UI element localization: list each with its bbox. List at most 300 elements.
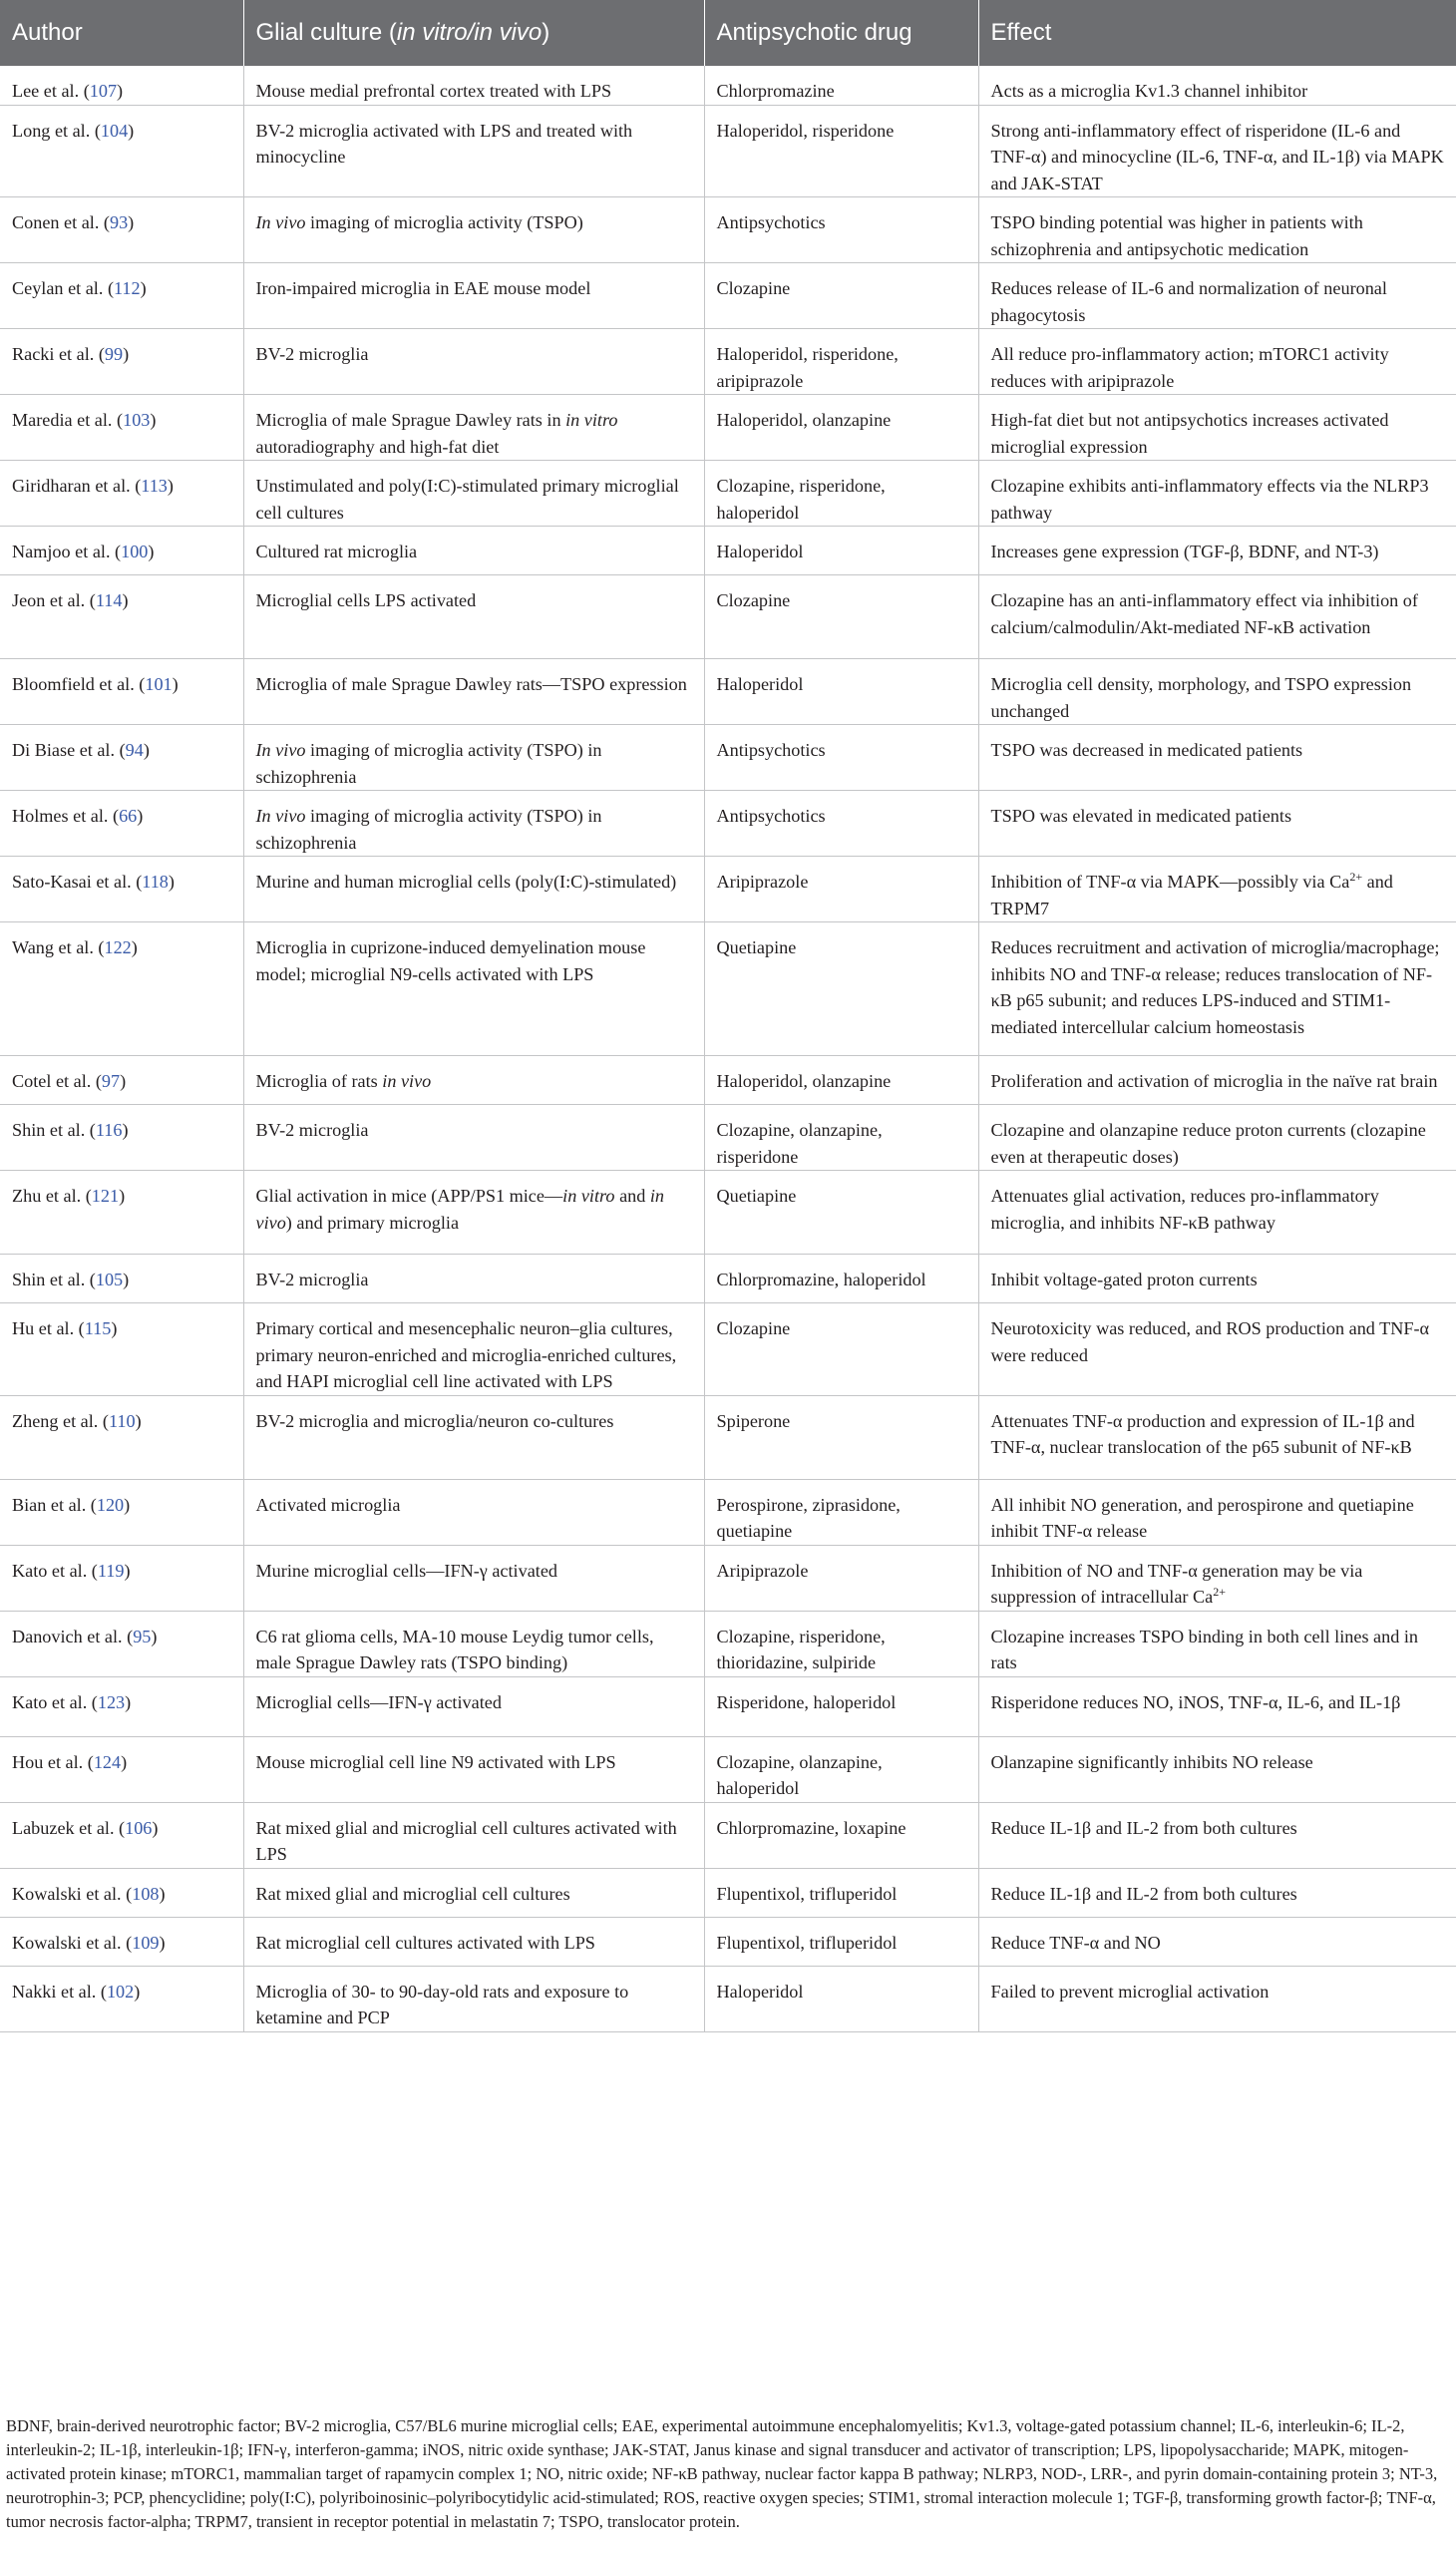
cell-antipsychotic-drug: Haloperidol, olanzapine [704, 1056, 978, 1105]
glial-text-italic: in vivo [382, 1071, 432, 1091]
author-close-paren: ) [117, 81, 124, 101]
effect-text: Clozapine and olanzapine reduce proton currents (clozapine even at therapeutic doses) [990, 1120, 1426, 1167]
glial-text: Rat microglial cell cultures activated with LPS [255, 1932, 595, 1953]
author-close-paren: ) [151, 1626, 158, 1646]
cell-antipsychotic-drug: Haloperidol, risperidone, aripiprazole [704, 329, 978, 395]
cell-effect [978, 1676, 1456, 1736]
glial-text: Murine microglial cells—IFN-γ activated [255, 1560, 557, 1581]
table-row [0, 1395, 1456, 1479]
author-name: Cotel et al. ( [12, 1071, 102, 1091]
cell-author [0, 725, 243, 791]
cell-glial-culture [243, 1171, 704, 1255]
author-name: Shin et al. ( [12, 1270, 96, 1289]
author-close-paren: ) [131, 937, 138, 957]
cell-author [0, 527, 243, 575]
table-row [0, 329, 1456, 395]
cell-antipsychotic-drug: Risperidone, haloperidol [704, 1676, 978, 1736]
cell-antipsychotic-drug: Antipsychotics [704, 197, 978, 263]
table-footnote: BDNF, brain-derived neurotrophic factor; BV-2 microglia, C57/BL6 murine microglial cells; EAE, experimental autoimmune encephalomyelitis; Kv1.3, voltage-gated potassium channel; IL-6, interleukin-6; IL-2, interleukin-2; IL-1β, interleukin-1β; IFN-γ, interferon-gamma; iNOS, nitric oxide synthase; JAK-STAT, Janus kinase and signal transducer and activator of transcription; LPS, lipopolysaccharide; MAPK, mitogen-activated protein kinase; mTORC1, mammalian target of rapamycin complex 1; NO, nitric oxide; NF-κB pathway, nuclear factor kappa B pathway; NLRP3, NOD-, LRR-, and pyrin domain-containing protein 3; NT-3, neurotrophin-3; PCP, phencyclidine; poly(I:C), polyriboinosinic–polyribocytidylic acid-stimulated; ROS, reactive oxygen species; STIM1, stromal interaction molecule 1; TGF-β, transforming growth factor-β; TNF-α, tumor necrosis factor-alpha; TRPM7, transient in receptor potential in melastatin 7; TSPO, translocator protein. [6, 2416, 1438, 2531]
table-row [0, 197, 1456, 263]
glial-text-italic-2: in vivo [255, 1186, 665, 1233]
cell-author [0, 1676, 243, 1736]
reference-link[interactable]: 105 [95, 1270, 124, 1289]
effect-text: TSPO was decreased in medicated patients [990, 740, 1303, 760]
author-name: Kato et al. ( [12, 1560, 98, 1581]
glial-text-rest: ) and primary microglia [285, 1212, 460, 1233]
author-name: Ceylan et al. ( [12, 278, 115, 298]
cell-antipsychotic-drug: Haloperidol, olanzapine [704, 395, 978, 461]
author-name: Giridharan et al. ( [12, 476, 142, 496]
reference-link[interactable]: 99 [104, 344, 124, 364]
cell-effect [978, 922, 1456, 1056]
cell-author [0, 1479, 243, 1545]
glial-text-rest: imaging of microglia activity (TSPO) in schizophrenia [255, 806, 602, 853]
author-name: Nakki et al. ( [12, 1981, 107, 2002]
author-close-paren: ) [122, 1120, 129, 1140]
cell-effect [978, 1736, 1456, 1802]
author-close-paren: ) [122, 590, 129, 610]
cell-antipsychotic-drug: Chlorpromazine, loxapine [704, 1802, 978, 1868]
cell-author [0, 1611, 243, 1676]
effect-text-pre: Inhibition of NO and TNF-α generation may be via suppression of intracellular Ca [990, 1560, 1363, 1607]
author-name: Maredia et al. ( [12, 410, 124, 430]
reference-link[interactable]: 100 [121, 542, 149, 561]
header-antipsychotic-drug: Antipsychotic drug [704, 0, 978, 66]
table-header [0, 0, 1456, 66]
author-name: Namjoo et al. ( [12, 542, 122, 561]
table-row [0, 791, 1456, 857]
cell-author [0, 395, 243, 461]
glial-text: Rat mixed glial and microglial cell cultures [255, 1883, 570, 1904]
glial-text: BV-2 microglia [255, 1120, 369, 1140]
cell-author [0, 1802, 243, 1868]
author-close-paren: ) [159, 1932, 166, 1953]
cell-effect [978, 1917, 1456, 1966]
cell-author [0, 659, 243, 725]
cell-glial-culture [243, 659, 704, 725]
cell-glial-culture [243, 725, 704, 791]
author-name: Long et al. ( [12, 120, 101, 141]
cell-author [0, 461, 243, 527]
cell-antipsychotic-drug: Clozapine [704, 263, 978, 329]
cell-author [0, 1868, 243, 1917]
cell-glial-culture [243, 1917, 704, 1966]
cell-antipsychotic-drug: Clozapine, olanzapine, haloperidol [704, 1736, 978, 1802]
cell-glial-culture [243, 1676, 704, 1736]
cell-author [0, 105, 243, 197]
cell-glial-culture [243, 1056, 704, 1105]
reference-link[interactable]: 102 [106, 1981, 135, 2002]
cell-antipsychotic-drug: Chlorpromazine, haloperidol [704, 1255, 978, 1303]
cell-author [0, 1395, 243, 1479]
cell-author [0, 1545, 243, 1611]
cell-antipsychotic-drug: Flupentixol, trifluperidol [704, 1868, 978, 1917]
reference-link[interactable]: 101 [145, 674, 173, 694]
author-close-paren: ) [148, 542, 155, 561]
header-author: Author [0, 0, 243, 66]
glial-text: Rat mixed glial and microglial cell cultures activated with LPS [255, 1817, 677, 1864]
effect-superscript: 2+ [1349, 869, 1363, 884]
effect-text: High-fat diet but not antipsychotics increases activated microglial expression [990, 410, 1389, 457]
author-close-paren: ) [150, 410, 157, 430]
author-close-paren: ) [135, 1410, 142, 1431]
cell-author [0, 263, 243, 329]
glial-text-italic: In vivo [255, 806, 306, 826]
cell-effect [978, 395, 1456, 461]
table-row [0, 461, 1456, 527]
table-row [0, 105, 1456, 197]
cell-effect [978, 1105, 1456, 1171]
reference-link[interactable]: 114 [95, 590, 123, 610]
table-body [0, 66, 1456, 2031]
cell-effect [978, 659, 1456, 725]
cell-glial-culture [243, 66, 704, 105]
glial-text-rest: imaging of microglia activity (TSPO) [305, 212, 583, 232]
glial-text: Microglia of male Sprague Dawley rats—TSPO expression [255, 674, 687, 694]
reference-link[interactable]: 122 [104, 937, 132, 957]
cell-antipsychotic-drug: Flupentixol, trifluperidol [704, 1917, 978, 1966]
author-name: Kowalski et al. ( [12, 1932, 133, 1953]
table-row [0, 1545, 1456, 1611]
table-row [0, 66, 1456, 105]
effect-text-rest: and TRPM7 [990, 872, 1393, 918]
effect-text: Risperidone reduces NO, iNOS, TNF-α, IL-6, and IL-1β [990, 1691, 1401, 1712]
effect-text: Strong anti-inflammatory effect of risperidone (IL-6 and TNF-α) and minocycline (IL-6, TNF-α, and IL-1β) via MAPK and JAK-STAT [990, 120, 1444, 193]
header-glial-culture [243, 0, 704, 66]
table-row [0, 395, 1456, 461]
cell-author [0, 1303, 243, 1396]
cell-effect [978, 1479, 1456, 1545]
cell-effect [978, 1611, 1456, 1676]
glial-text: C6 rat glioma cells, MA-10 mouse Leydig tumor cells, male Sprague Dawley rats (TSPO binding) [255, 1626, 654, 1672]
cell-effect [978, 1171, 1456, 1255]
author-close-paren: ) [128, 120, 135, 141]
effect-text: Reduce IL-1β and IL-2 from both cultures [990, 1883, 1297, 1904]
cell-glial-culture [243, 1868, 704, 1917]
author-close-paren: ) [128, 212, 135, 232]
effect-text: Reduce IL-1β and IL-2 from both cultures [990, 1817, 1297, 1838]
cell-author [0, 1105, 243, 1171]
cell-glial-culture [243, 527, 704, 575]
cell-antipsychotic-drug: Aripiprazole [704, 1545, 978, 1611]
glial-text-italic: in vitro [565, 410, 618, 430]
author-close-paren: ) [172, 674, 179, 694]
reference-link[interactable]: 103 [123, 410, 151, 430]
glial-text: Murine and human microglial cells (poly(I:C)-stimulated) [255, 872, 677, 892]
cell-antipsychotic-drug: Antipsychotics [704, 725, 978, 791]
effect-text: Microglia cell density, morphology, and TSPO expression unchanged [990, 674, 1412, 721]
cell-effect [978, 1545, 1456, 1611]
table-row [0, 1676, 1456, 1736]
reference-link[interactable]: 112 [114, 278, 141, 298]
cell-antipsychotic-drug: Haloperidol [704, 1966, 978, 2031]
cell-antipsychotic-drug: Spiperone [704, 1395, 978, 1479]
cell-glial-culture [243, 857, 704, 922]
author-close-paren: ) [140, 278, 147, 298]
cell-glial-culture [243, 1303, 704, 1396]
author-name: Bian et al. ( [12, 1494, 97, 1515]
effect-text: Clozapine has an anti-inflammatory effect via inhibition of calcium/calmodulin/Akt-mediated NF-κB activation [990, 590, 1418, 637]
reference-link[interactable]: 107 [89, 81, 118, 101]
table-row [0, 1802, 1456, 1868]
glial-text: BV-2 microglia [255, 1270, 369, 1289]
table-row [0, 922, 1456, 1056]
author-close-paren: ) [125, 1691, 132, 1712]
cell-glial-culture [243, 575, 704, 659]
author-name: Danovich et al. ( [12, 1626, 134, 1646]
reference-link[interactable]: 123 [97, 1691, 126, 1712]
reference-link[interactable]: 115 [84, 1318, 112, 1338]
table-row [0, 1255, 1456, 1303]
cell-glial-culture [243, 1479, 704, 1545]
cell-antipsychotic-drug: Clozapine, risperidone, haloperidol [704, 461, 978, 527]
cell-glial-culture [243, 1545, 704, 1611]
effect-text: Olanzapine significantly inhibits NO release [990, 1751, 1313, 1772]
cell-antipsychotic-drug: Haloperidol [704, 659, 978, 725]
cell-author [0, 197, 243, 263]
cell-antipsychotic-drug: Perospirone, ziprasidone, quetiapine [704, 1479, 978, 1545]
header-glial-prefix: Glial culture ( [255, 19, 397, 46]
author-name: Holmes et al. ( [12, 806, 120, 826]
cell-effect [978, 791, 1456, 857]
glial-text: Mouse medial prefrontal cortex treated with LPS [255, 81, 612, 101]
glial-text-mid: and [614, 1186, 650, 1206]
cell-effect [978, 1303, 1456, 1396]
glial-text-rest: autoradiography and high-fat diet [255, 436, 500, 457]
cell-effect [978, 461, 1456, 527]
reference-link[interactable]: 66 [119, 806, 138, 826]
cell-author [0, 575, 243, 659]
cell-effect [978, 66, 1456, 105]
cell-author [0, 1736, 243, 1802]
author-close-paren: ) [123, 1270, 130, 1289]
author-close-paren: ) [167, 476, 174, 496]
reference-link[interactable]: 97 [101, 1071, 121, 1091]
table-row [0, 1966, 1456, 2031]
cell-effect [978, 197, 1456, 263]
table-row [0, 725, 1456, 791]
table-row [0, 1056, 1456, 1105]
table-row [0, 1303, 1456, 1396]
cell-antipsychotic-drug: Antipsychotics [704, 791, 978, 857]
cell-author [0, 1255, 243, 1303]
glial-text: Primary cortical and mesencephalic neuron–glia cultures, primary neuron-enriched and microglia-enriched cultures, and HAPI microglial cell line activated with LPS [255, 1318, 677, 1391]
reference-link[interactable]: 118 [142, 872, 169, 892]
cell-author [0, 1917, 243, 1966]
cell-antipsychotic-drug: Quetiapine [704, 1171, 978, 1255]
header-glial-italic: in vitro/in vivo [396, 19, 543, 46]
author-name: Conen et al. ( [12, 212, 110, 232]
cell-effect [978, 1395, 1456, 1479]
cell-effect [978, 1802, 1456, 1868]
author-name: Zheng et al. ( [12, 1410, 109, 1431]
table-row [0, 1611, 1456, 1676]
table-row [0, 659, 1456, 725]
glial-text-italic: In vivo [255, 212, 306, 232]
cell-author [0, 922, 243, 1056]
reference-link[interactable]: 95 [133, 1626, 152, 1646]
reference-link[interactable]: 108 [132, 1883, 160, 1904]
table-row [0, 575, 1456, 659]
table-row [0, 857, 1456, 922]
cell-effect [978, 725, 1456, 791]
table-row [0, 1171, 1456, 1255]
cell-antipsychotic-drug: Haloperidol [704, 527, 978, 575]
author-close-paren: ) [123, 344, 130, 364]
table-row [0, 1736, 1456, 1802]
author-close-paren: ) [111, 1318, 118, 1338]
reference-link[interactable]: 104 [100, 120, 129, 141]
glial-text-pre: Glial activation in mice (APP/PS1 mice— [255, 1186, 563, 1206]
author-name: Hou et al. ( [12, 1751, 94, 1772]
glial-text: Activated microglia [255, 1494, 401, 1515]
cell-author [0, 66, 243, 105]
author-name: Di Biase et al. ( [12, 740, 126, 760]
glial-text-rest: imaging of microglia activity (TSPO) in schizophrenia [255, 740, 602, 787]
cell-glial-culture [243, 922, 704, 1056]
author-name: Bloomfield et al. ( [12, 674, 146, 694]
effect-text: Reduces release of IL-6 and normalization of neuronal phagocytosis [990, 278, 1387, 325]
effect-text: Proliferation and activation of microglia in the naïve rat brain [990, 1071, 1438, 1091]
cell-glial-culture [243, 395, 704, 461]
author-close-paren: ) [124, 1494, 131, 1515]
author-close-paren: ) [121, 1751, 128, 1772]
cell-effect [978, 857, 1456, 922]
cell-glial-culture [243, 1255, 704, 1303]
cell-antipsychotic-drug: Aripiprazole [704, 857, 978, 922]
author-name: Racki et al. ( [12, 344, 105, 364]
cell-effect [978, 527, 1456, 575]
author-close-paren: ) [134, 1981, 141, 2002]
author-close-paren: ) [159, 1883, 166, 1904]
cell-author [0, 791, 243, 857]
effect-text: Acts as a microglia Kv1.3 channel inhibitor [990, 81, 1308, 101]
table-row [0, 1868, 1456, 1917]
cell-antipsychotic-drug: Quetiapine [704, 922, 978, 1056]
author-close-paren: ) [137, 806, 144, 826]
reference-link[interactable]: 116 [95, 1120, 123, 1140]
author-close-paren: ) [152, 1817, 159, 1838]
glial-text-italic: In vivo [255, 740, 306, 760]
glial-text: Cultured rat microglia [255, 542, 418, 561]
cell-author [0, 857, 243, 922]
cell-glial-culture [243, 1611, 704, 1676]
effect-text: Inhibit voltage-gated proton currents [990, 1270, 1258, 1289]
effect-text: Attenuates TNF-α production and expression of IL-1β and TNF-α, nuclear translocation of the p65 subunit of NF-κB [990, 1410, 1415, 1457]
cell-glial-culture [243, 791, 704, 857]
effect-text: All inhibit NO generation, and perospirone and quetiapine inhibit TNF-α release [990, 1494, 1414, 1541]
reference-link[interactable]: 94 [125, 740, 144, 760]
cell-glial-culture [243, 1105, 704, 1171]
cell-antipsychotic-drug: Haloperidol, risperidone [704, 105, 978, 197]
cell-author [0, 329, 243, 395]
reference-link[interactable]: 106 [125, 1817, 153, 1838]
reference-link[interactable]: 124 [93, 1751, 122, 1772]
cell-effect [978, 329, 1456, 395]
cell-effect [978, 263, 1456, 329]
cell-glial-culture [243, 329, 704, 395]
reference-link[interactable]: 110 [108, 1410, 136, 1431]
author-close-paren: ) [120, 1071, 127, 1091]
reference-link[interactable]: 93 [109, 212, 129, 232]
cell-author [0, 1056, 243, 1105]
author-close-paren: ) [119, 1186, 126, 1206]
cell-glial-culture [243, 1802, 704, 1868]
glial-text: BV-2 microglia activated with LPS and treated with minocycline [255, 120, 633, 167]
author-close-paren: ) [143, 740, 150, 760]
cell-glial-culture [243, 461, 704, 527]
reference-link[interactable]: 109 [132, 1932, 160, 1953]
effect-text: Reduces recruitment and activation of microglia/macrophage; inhibits NO and TNF-α release; reduces translocation of NF-κB p65 subunit; and reduces LPS-induced and STIM1-mediated intercellular calcium homeostasis [990, 937, 1440, 1037]
glial-text: Microglial cells LPS activated [255, 590, 477, 610]
effect-text: Clozapine exhibits anti-inflammatory effects via the NLRP3 pathway [990, 476, 1429, 523]
cell-glial-culture [243, 1966, 704, 2031]
effect-text: Increases gene expression (TGF-β, BDNF, and NT-3) [990, 542, 1379, 561]
glial-text-pre: Microglia of rats [255, 1071, 383, 1091]
author-name: Kowalski et al. ( [12, 1883, 133, 1904]
cell-glial-culture [243, 105, 704, 197]
header-row [0, 0, 1456, 66]
effect-text: TSPO binding potential was higher in patients with schizophrenia and antipsychotic medication [990, 212, 1363, 259]
glial-text-italic: in vitro [562, 1186, 615, 1206]
reference-link[interactable]: 119 [97, 1560, 125, 1581]
glial-text: Iron-impaired microglia in EAE mouse model [255, 278, 591, 298]
cell-effect [978, 105, 1456, 197]
cell-glial-culture [243, 197, 704, 263]
header-effect: Effect [978, 0, 1456, 66]
effect-text-pre: Inhibition of TNF-α via MAPK—possibly via Ca [990, 872, 1350, 892]
effect-text: Attenuates glial activation, reduces pro-inflammatory microglia, and inhibits NF-κB pathway [990, 1186, 1379, 1233]
header-glial-suffix: ) [542, 19, 550, 46]
author-name: Lee et al. ( [12, 81, 90, 101]
author-close-paren: ) [124, 1560, 131, 1581]
table-row [0, 263, 1456, 329]
glial-text: Microglial cells—IFN-γ activated [255, 1691, 502, 1712]
cell-glial-culture [243, 263, 704, 329]
cell-antipsychotic-drug: Clozapine [704, 1303, 978, 1396]
effect-superscript: 2+ [1213, 1584, 1227, 1599]
author-name: Zhu et al. ( [12, 1186, 92, 1206]
cell-effect [978, 1966, 1456, 2031]
cell-author [0, 1966, 243, 2031]
author-name: Jeon et al. ( [12, 590, 96, 610]
table-row [0, 1479, 1456, 1545]
effect-text: All reduce pro-inflammatory action; mTORC1 activity reduces with aripiprazole [990, 344, 1389, 391]
table-row [0, 527, 1456, 575]
effect-text: Clozapine increases TSPO binding in both cell lines and in rats [990, 1626, 1419, 1672]
author-name: Shin et al. ( [12, 1120, 96, 1140]
author-name: Wang et al. ( [12, 937, 105, 957]
reference-link[interactable]: 113 [141, 476, 168, 496]
author-name: Hu et al. ( [12, 1318, 85, 1338]
cell-antipsychotic-drug: Chlorpromazine [704, 66, 978, 105]
glial-text: Microglia of 30- to 90-day-old rats and exposure to ketamine and PCP [255, 1981, 629, 2027]
glial-text: BV-2 microglia and microglia/neuron co-cultures [255, 1410, 614, 1431]
effect-text: TSPO was elevated in medicated patients [990, 806, 1292, 826]
cell-author [0, 1171, 243, 1255]
glial-text: Microglia in cuprizone-induced demyelination mouse model; microglial N9-cells activated with LPS [255, 937, 646, 984]
glial-text: BV-2 microglia [255, 344, 369, 364]
glial-text: Unstimulated and poly(I:C)-stimulated primary microglial cell cultures [255, 476, 679, 523]
cell-antipsychotic-drug: Clozapine, olanzapine, risperidone [704, 1105, 978, 1171]
reference-link[interactable]: 121 [91, 1186, 120, 1206]
author-name: Kato et al. ( [12, 1691, 98, 1712]
cell-antipsychotic-drug: Clozapine, risperidone, thioridazine, sulpiride [704, 1611, 978, 1676]
cell-antipsychotic-drug: Clozapine [704, 575, 978, 659]
author-name: Labuzek et al. ( [12, 1817, 126, 1838]
table-row [0, 1917, 1456, 1966]
reference-link[interactable]: 120 [96, 1494, 125, 1515]
